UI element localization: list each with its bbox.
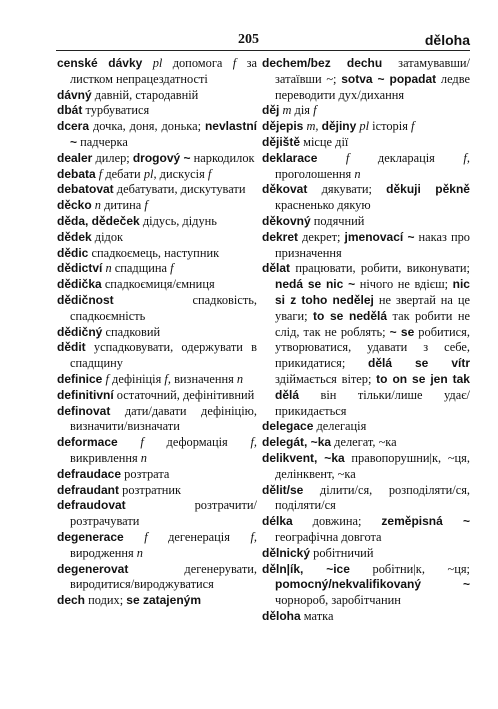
entry-translation: дебати [105,166,141,181]
dictionary-entry [57,214,257,230]
dictionary-entry [57,198,257,214]
entry-headword: děloha [262,608,301,623]
entry-headword: dělá se vítr [368,356,470,371]
grammar-label: n [105,261,112,276]
entry-translation: не звертай на це уваги; [275,292,470,323]
grammar-label: f, [463,150,470,165]
entry-translation: наркодилок [193,150,255,165]
dictionary-entry [57,56,257,88]
entry-translation: розтрачити/розтрачувати [70,498,257,529]
entry-headword: defraudant [57,482,120,497]
entry-headword: pomocný/nekvalifikovaný ~ [275,577,470,592]
entry-translation: успадковувати, одержувати в спадщину [70,340,257,371]
entry-headword: degenerovat [57,561,129,576]
entry-translation: спадкоємець, наступник [91,245,220,260]
entry-headword: délka [262,514,293,529]
entry-translation: викривлення [70,450,138,465]
grammar-label: f, [250,529,257,544]
entry-translation: ділити/ся, розподіляти/ся, поділяти/ся [275,482,470,513]
entry-headword: zeměpisná ~ [381,514,470,529]
entry-translation: розтрата [124,466,170,481]
dictionary-entry [57,498,257,530]
dictionary-entry [262,546,470,562]
dictionary-entry [57,593,257,609]
entry-headword: dědičný [57,324,103,339]
entry-headword: ~ se [389,324,415,339]
grammar-label: f [411,119,415,134]
dictionary-entry [57,182,257,198]
grammar-label: pl [152,56,163,70]
entry-translation: він тільки/лише удає/прикидається [275,387,470,418]
entry-translation: за листком непрацездатності [70,56,257,86]
dictionary-entry [57,483,257,499]
dictionary-entry [262,151,470,183]
grammar-label: f [170,261,174,276]
entry-translation: делегат, ~ка [334,435,397,450]
entry-translation: виродження [70,545,134,560]
entry-translation: робитися, утворюватися, удавати з себе, прикидатися; [275,324,470,371]
entry-translation: довжина; [312,514,362,529]
entry-headword: děj [262,103,280,118]
dictionary-entry [57,88,257,104]
entry-headword: dědit [57,340,86,355]
entry-translation: дилер; [95,150,130,165]
entry-headword: censké dávky [57,56,143,70]
dictionary-entry [262,135,470,151]
entry-headword: dělnický [262,545,311,560]
dictionary-entry [57,404,257,436]
dictionary-entry [262,435,470,451]
entry-translation: чорнороб, заробітчанин [275,593,401,608]
grammar-label: f [144,198,148,213]
entry-headword: děkovný [262,213,311,228]
dictionary-entry [57,467,257,483]
entry-headword: dělat [262,261,291,276]
entry-headword: delegát, ~ka [262,435,332,450]
entry-headword: definovat [57,403,111,418]
entry-headword: dcera [57,119,90,134]
grammar-label: f, [250,435,257,450]
grammar-label: n [140,450,147,465]
entry-headword: dědička [57,277,102,292]
entry-headword: jmenovací ~ [344,229,415,244]
dictionary-entry [262,451,470,483]
entry-headword: definice [57,371,103,386]
entry-headword: dechem/bez dechu [262,56,383,70]
dictionary-entry [262,483,470,515]
entry-headword: deklarace [262,150,318,165]
dictionary-entry [262,182,470,214]
entry-translation: дати/давати дефініцію, визначити/визначати [70,403,257,434]
dictionary-entry [262,56,470,103]
entry-headword: delegace [262,419,314,434]
entry-headword: dekret [262,229,299,244]
entry-headword: deformace [57,435,118,450]
entry-translation: правопорушни|к, ~ця, делінквент, ~ка [275,450,470,481]
entry-translation: декрет; [302,229,341,244]
entry-translation: так робити не слід, так не роблять; [275,308,470,339]
grammar-label: f [313,103,317,118]
entry-translation: історія [372,119,408,134]
entry-translation: розтратник [122,482,182,497]
grammar-label: f [140,435,144,450]
dictionary-entry [262,609,470,625]
entry-translation: подячний [313,213,365,228]
grammar-label: pl [359,119,370,134]
dictionary-entry [262,261,470,419]
entry-translation: дегенерація [168,529,230,544]
entry-headword: se zatajeným [126,593,201,608]
entry-headword: nevlastní ~ [70,119,257,149]
dictionary-entry [262,103,470,119]
entry-headword: děcko [57,198,92,213]
dictionary-entry [57,530,257,562]
dictionary-entry [262,514,470,546]
grammar-label: n [354,166,361,181]
entry-translation: дефініція [112,371,162,386]
dictionary-entry [57,293,257,325]
entry-translation: спадковість, спадкоємність [70,292,257,323]
grammar-label: f [345,150,350,165]
entry-translation: спадковий [105,324,161,339]
entry-translation: дебатувати, дискутувати [116,182,246,197]
entry-translation: затамувавши/затаївши ~; [275,56,470,86]
dictionary-entry [57,388,257,404]
entry-headword: dědictví [57,261,103,276]
grammar-label: f [207,166,212,181]
entry-translation: визначення [174,371,234,386]
entry-headword: delikvent, ~ka [262,450,345,465]
entry-translation: остаточний, дефінітивний [116,387,255,402]
entry-headword: to se nedělá [313,308,388,323]
header-rule [56,50,470,51]
entry-translation: спадщина [114,261,168,276]
entry-headword: defraudace [57,466,122,481]
grammar-label: n [136,545,143,560]
entry-headword: dělit/se [262,482,304,497]
entry-headword: defraudovat [57,498,126,513]
dictionary-entry [262,562,470,609]
entry-headword: děkuji pěkně [386,182,470,197]
entry-translation: давній, стародавній [94,87,199,102]
entry-translation: дискусія [159,166,205,181]
entry-translation: наказ про призначення [275,229,470,260]
guide-word: děloha [424,32,470,48]
entry-headword: debata [57,166,96,181]
entry-headword: děkovat [262,182,308,197]
entry-translation: географічна довгота [275,529,382,544]
dictionary-entry [57,325,257,341]
entry-headword: to on se jen tak dělá [275,371,470,402]
entry-headword: dědic [57,245,89,260]
dictionary-entry [262,230,470,262]
dictionary-entry [57,103,257,119]
dictionary-entry [262,419,470,435]
entry-translation: дія [294,103,310,118]
entry-translation: дідок [94,229,124,244]
entry-translation: працювати, робити, виконувати; [295,261,470,276]
right-column [262,56,470,625]
entry-headword: dealer [57,150,93,165]
grammar-label: n [94,198,101,213]
entry-translation: спадкоємиця/ємниця [104,277,215,292]
entry-headword: dech [57,593,86,608]
entry-headword: dbát [57,103,83,118]
entry-headword: děda, dědeček [57,213,140,228]
entry-translation: подих; [88,593,124,608]
entry-translation: робітни|к, ~ця; [372,561,470,576]
entry-headword: dědičnost [57,292,114,307]
entry-translation: проголошення [275,166,352,181]
entry-headword: dějiště [262,134,301,149]
entry-translation: матка [303,608,334,623]
dictionary-entry [57,246,257,262]
grammar-label: f [144,529,148,544]
entry-headword: drogový ~ [132,150,191,165]
dictionary-entry [57,562,257,594]
dictionary-entry [57,151,257,167]
left-column [57,56,257,609]
entry-translation: декларація [377,150,435,165]
page-number: 205 [238,32,259,47]
entry-headword: dějiny [321,119,357,134]
entry-translation: делегація [316,419,367,434]
entry-headword: dějepis [262,119,304,134]
entry-translation: допомога [172,56,223,70]
entry-translation: дідусь, дідунь [142,213,217,228]
entry-headword: nic si z toho nedělej [275,277,470,307]
grammar-label: f [98,166,103,181]
entry-translation: дочка, доня, донька; [92,119,202,134]
entry-headword: debatovat [57,182,114,197]
entry-translation: дякувати; [321,182,372,197]
entry-headword: dávný [57,87,92,102]
grammar-label: f, [164,371,171,386]
grammar-label: f [105,371,109,386]
dictionary-entry [57,119,257,151]
grammar-label: pl, [143,166,157,181]
entry-headword: sotva ~ popadat [341,71,437,86]
entry-headword: děln|ík, ~ice [262,561,350,576]
dictionary-entry [57,372,257,388]
dictionary-entry [262,119,470,135]
entry-translation: дитина [104,198,142,213]
grammar-label: f [232,56,237,70]
entry-translation: ледве переводити дух/дихання [275,71,470,102]
entry-translation: дегенерувати, виродитися/вироджуватися [70,561,257,592]
entry-translation: деформація [166,435,228,450]
dictionary-entry [262,214,470,230]
entry-translation: красненько дякую [275,198,371,213]
dictionary-entry [57,435,257,467]
entry-headword: dědek [57,229,92,244]
dictionary-entry [57,261,257,277]
grammar-label: n [236,371,244,386]
grammar-label: m [282,103,292,118]
dictionary-entry [57,230,257,246]
entry-translation: падчерка [80,134,128,149]
entry-translation: робітничий [313,545,374,560]
dictionary-entry [57,167,257,183]
entry-translation: турбуватися [85,103,150,118]
entry-headword: degenerace [57,529,124,544]
dictionary-entry [57,277,257,293]
entry-translation: місце дії [303,134,349,149]
grammar-label: m, [306,119,319,134]
entry-headword: definitivní [57,387,114,402]
entry-headword: nedá se nic ~ [275,277,356,292]
dictionary-entry [57,340,257,372]
entry-translation: нічого не вдієш; [359,277,449,292]
entry-translation: здіймається вітер; [275,371,372,386]
